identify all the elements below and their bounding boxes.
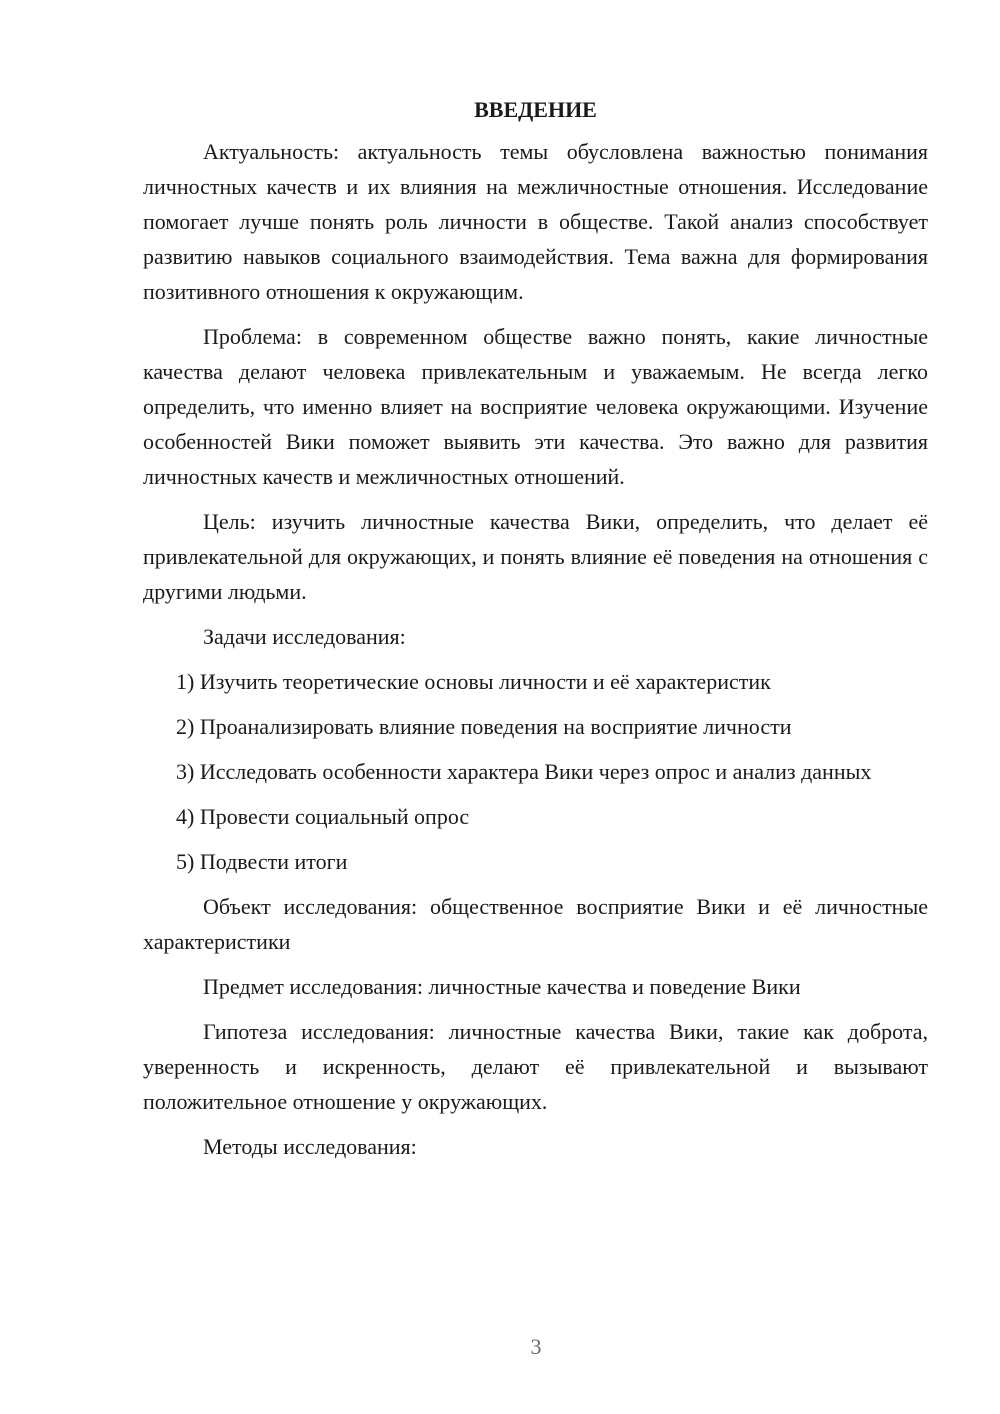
object-paragraph: Объект исследования: общественное восприятие Вики и её личностные характеристики (143, 894, 928, 954)
page-title: ВВЕДЕНИЕ (474, 97, 597, 122)
page-number: 3 (530, 1334, 542, 1359)
task-item-5: 5) Подвести итоги (176, 849, 348, 874)
methods-heading: Методы исследования: (203, 1134, 417, 1159)
relevance-paragraph: Актуальность: актуальность темы обусловлена важностью понимания личностных качеств и их влияния на межличностные отношения. Исследование помогает лучше понять роль личности в обществе. Такой анализ способствует развитию навыков социального взаимодействия. Тема важна для формирования позитивного отношения к окружающим. (143, 139, 928, 304)
task-item-2: 2) Проанализировать влияние поведения на восприятие личности (176, 714, 792, 739)
task-item-4: 4) Провести социальный опрос (176, 804, 470, 829)
subject-paragraph: Предмет исследования: личностные качества и поведение Вики (203, 974, 801, 999)
task-item-3: 3) Исследовать особенности характера Вики через опрос и анализ данных (176, 759, 872, 784)
problem-paragraph: Проблема: в современном обществе важно понять, какие личностные качества делают человека привлекательным и уважаемым. Не всегда легко определить, что именно влияет на восприятие человека окружающими. Изучение особенностей Вики поможет выявить эти качества. Это важно для развития личностных качеств и межличностных отношений. (143, 324, 928, 489)
goal-paragraph: Цель: изучить личностные качества Вики, определить, что делает её привлекательной для окружающих, и понять влияние её поведения на отношения с другими людьми. (143, 509, 928, 604)
hypothesis-paragraph: Гипотеза исследования: личностные качества Вики, такие как доброта, уверенность и искренность, делают её привлекательной и вызывают положительное отношение у окружающих. (143, 1019, 928, 1114)
document-page (143, 92, 928, 1174)
task-item-1: 1) Изучить теоретические основы личности и её характеристик (176, 669, 771, 694)
tasks-heading: Задачи исследования: (203, 624, 406, 649)
